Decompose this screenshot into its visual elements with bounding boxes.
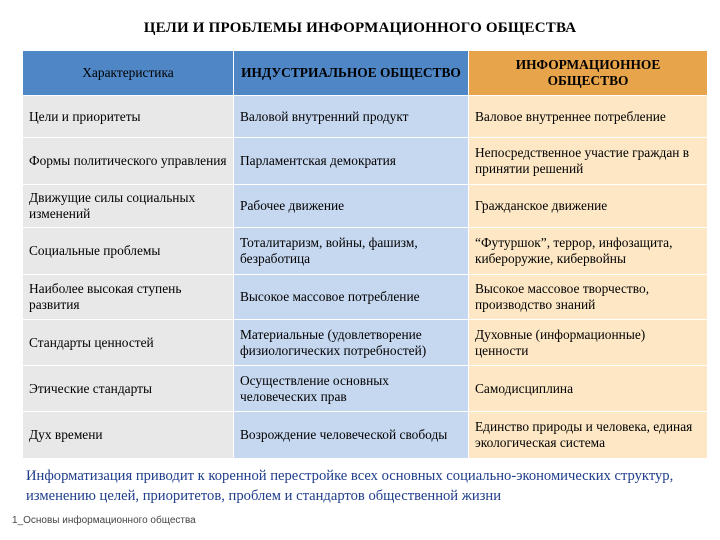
row-information-value: Духовные (информационные) ценности (469, 320, 708, 366)
row-industrial-value: Осуществление основных человеческих прав (234, 366, 469, 412)
row-characteristic: Цели и приоритеты (23, 96, 234, 138)
row-characteristic: Социальные проблемы (23, 228, 234, 275)
row-industrial-value: Высокое массовое потребление (234, 275, 469, 320)
table-header-row (23, 51, 708, 96)
row-industrial-value: Материальные (удовлетворение физиологических потребностей) (234, 320, 469, 366)
row-characteristic: Наиболее высокая ступень развития (23, 275, 234, 320)
table-row (23, 275, 708, 320)
table-row (23, 366, 708, 412)
header-industrial-society: ИНДУСТРИАЛЬНОЕ ОБЩЕСТВО (234, 51, 469, 96)
table-row (23, 412, 708, 459)
slide-footer: 1_Основы информационного общества (12, 515, 196, 526)
page-title: ЦЕЛИ И ПРОБЛЕМЫ ИНФОРМАЦИОННОГО ОБЩЕСТВА (143, 20, 577, 36)
table-row (23, 185, 708, 228)
row-industrial-value: Парламентская демократия (234, 138, 469, 185)
row-information-value: Валовое внутреннее потребление (469, 96, 708, 138)
row-industrial-value: Тоталитаризм, войны, фашизм, безработица (234, 228, 469, 275)
row-information-value: Гражданское движение (469, 185, 708, 228)
table-row (23, 228, 708, 275)
row-industrial-value: Возрождение человеческой свободы (234, 412, 469, 459)
table-row (23, 320, 708, 366)
row-information-value: “Футуршок”, террор, инфозащита, кибероружие, кибервойны (469, 228, 708, 275)
row-characteristic: Стандарты ценностей (23, 320, 234, 366)
row-information-value: Единство природы и человека, единая экологическая система (469, 412, 708, 459)
conclusion-text: Информатизация приводит к коренной перестройке всех основных социально-экономических структур, изменению целей, приоритетов, проблем и стандартов общественной жизни (26, 468, 674, 504)
row-characteristic: Этические стандарты (23, 366, 234, 412)
row-characteristic: Движущие силы социальных изменений (23, 185, 234, 228)
row-industrial-value: Валовой внутренний продукт (234, 96, 469, 138)
table-row (23, 96, 708, 138)
row-information-value: Высокое массовое творчество, производство знаний (469, 275, 708, 320)
row-characteristic: Формы политического управления (23, 138, 234, 185)
header-information-society: ИНФОРМАЦИОННОЕ ОБЩЕСТВО (469, 51, 708, 96)
row-characteristic: Дух времени (23, 412, 234, 459)
table-row (23, 138, 708, 185)
header-characteristic: Характеристика (23, 51, 234, 96)
row-information-value: Самодисциплина (469, 366, 708, 412)
row-information-value: Непосредственное участие граждан в принятии решений (469, 138, 708, 185)
comparison-table (22, 50, 708, 459)
row-industrial-value: Рабочее движение (234, 185, 469, 228)
